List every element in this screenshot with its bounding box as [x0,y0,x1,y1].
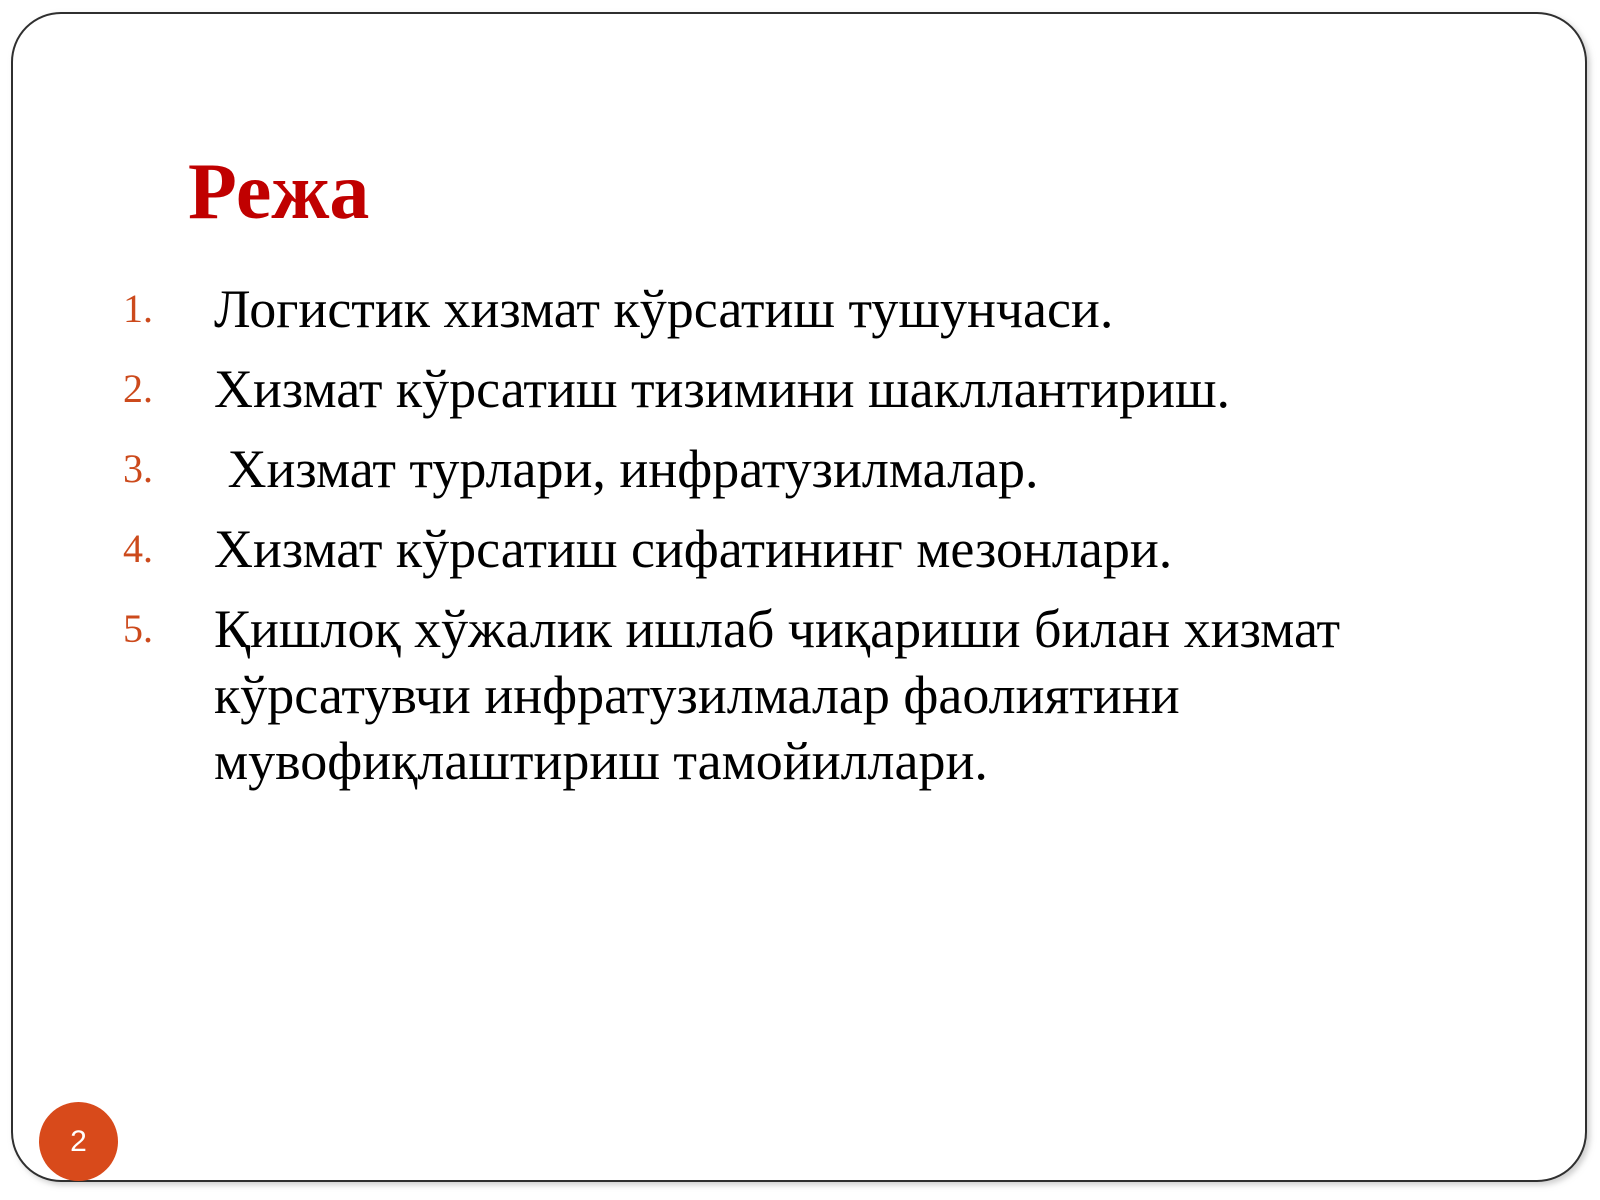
item-number: 2. [123,366,153,411]
item-text: Логистик хизмат кўрсатиш тушунчаси. [214,279,1114,339]
item-text: Қишлоқ хўжалик ишлаб чиқариши билан хизмат кўрсатувчи инфратузилмалар фаолиятини мувофиқлаштириш тамойиллари. [214,599,1354,791]
agenda-item-4 [123,516,1463,582]
item-text: Хизмат кўрсатиш сифатининг мезонлари. [214,519,1173,579]
agenda-item-5 [123,596,1463,794]
agenda-item-1 [123,276,1463,342]
agenda-item-2 [123,356,1463,422]
slide-title: Режа [188,148,370,236]
slide-number-badge: 2 [39,1102,118,1181]
item-number: 5. [123,606,153,651]
item-number: 1. [123,286,153,331]
agenda-item-3 [123,436,1463,502]
agenda-list [123,276,1463,808]
item-number: 3. [123,446,153,491]
item-text: Хизмат турлари, инфратузилмалар. [214,439,1039,499]
item-number: 4. [123,526,153,571]
item-text: Хизмат кўрсатиш тизимини шакллантириш. [214,359,1231,419]
slide-frame [11,12,1587,1182]
